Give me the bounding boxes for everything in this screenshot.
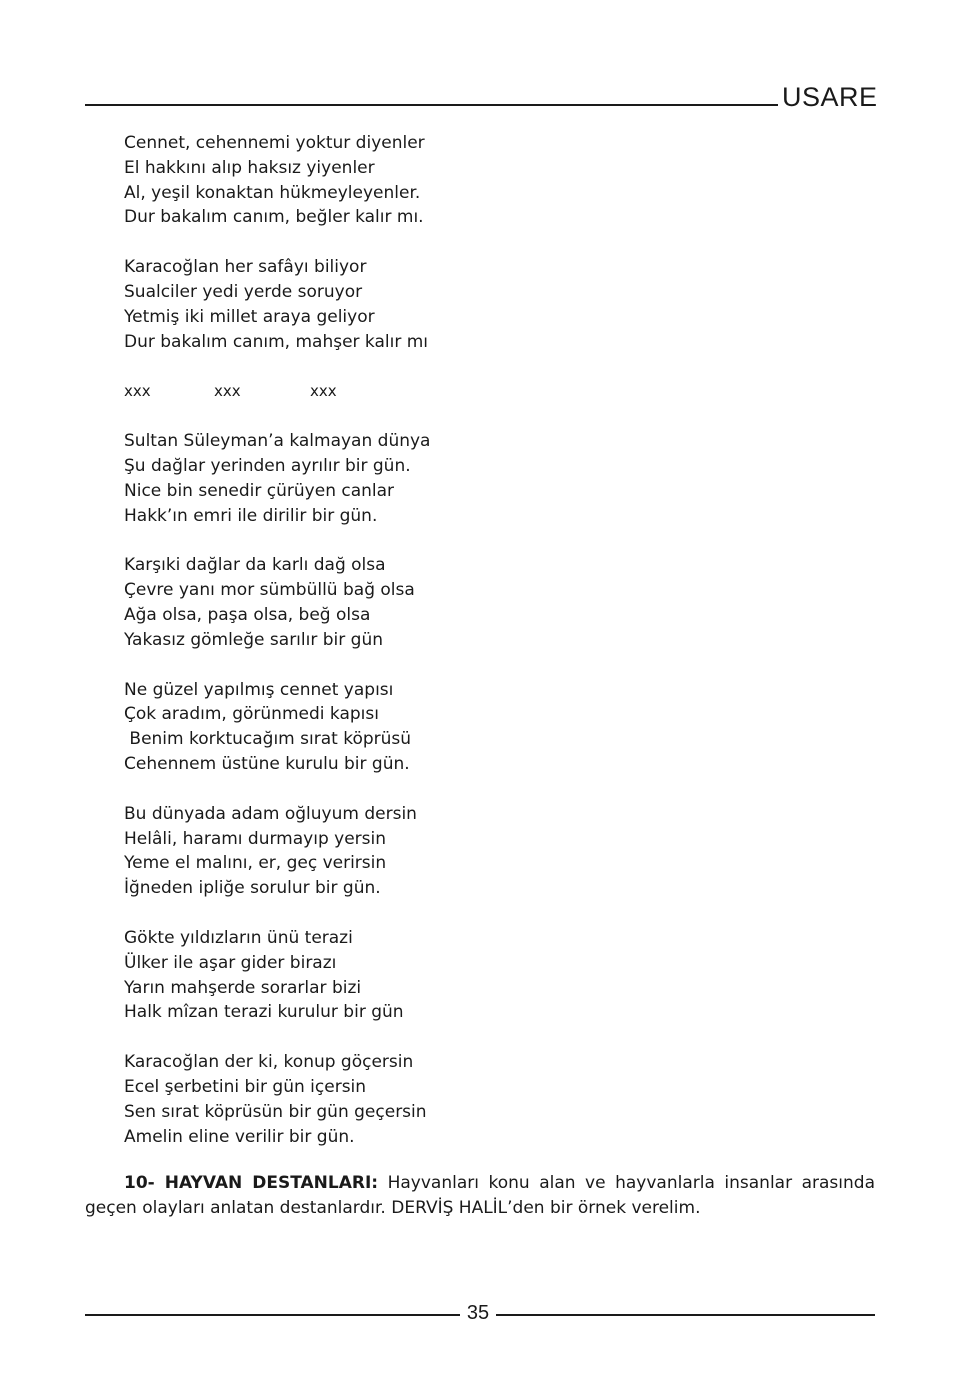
stanza-5 bbox=[124, 678, 824, 777]
stanza-6 bbox=[124, 802, 824, 901]
poem-line: Yeme el malını, er, geç verirsin bbox=[124, 853, 387, 874]
poem-line: Çok aradım, görünmedi kapısı bbox=[124, 704, 379, 725]
footer-rule-right bbox=[496, 1314, 875, 1316]
footer-rule-left bbox=[85, 1314, 460, 1316]
poem bbox=[124, 131, 824, 1174]
poem-line: Dur bakalım canım, mahşer kalır mı bbox=[124, 331, 429, 352]
separator-mark: xxx bbox=[214, 382, 241, 401]
poem-line: Yarın mahşerde sorarlar bizi bbox=[124, 977, 362, 998]
poem-line: Ecel şerbetini bir gün içersin bbox=[124, 1076, 367, 1097]
poem-line: Al, yeşil konaktan hükmeyleyenler. bbox=[124, 182, 421, 203]
poem-line: Cennet, cehennemi yoktur diyenler bbox=[124, 133, 425, 153]
poem-line: Yetmiş iki millet araya geliyor bbox=[124, 306, 375, 327]
poem-line: Halk mîzan terazi kurulur bir gün bbox=[124, 1002, 404, 1023]
poem-line: Hakk’ın emri ile dirilir bir gün. bbox=[124, 505, 378, 526]
poem-line: Gökte yıldızların ünü terazi bbox=[124, 927, 353, 948]
page-number: 35 bbox=[466, 1302, 490, 1324]
poem-line: Ağa olsa, paşa olsa, beğ olsa bbox=[124, 604, 371, 625]
poem-line: Dur bakalım canım, beğler kalır mı. bbox=[124, 207, 424, 228]
body-paragraph bbox=[85, 1171, 875, 1221]
poem-line: Yakasız gömleğe sarılır bir gün bbox=[124, 629, 383, 650]
poem-line: Helâli, haramı durmayıp yersin bbox=[124, 828, 386, 849]
stanza-1 bbox=[124, 131, 824, 230]
running-header-title: USARE bbox=[782, 82, 878, 112]
poem-line: Cehennem üstüne kurulu bir gün. bbox=[124, 753, 410, 774]
poem-line: Sultan Süleyman’a kalmayan dünya bbox=[124, 431, 431, 452]
poem-line: Amelin eline verilir bir gün. bbox=[124, 1126, 355, 1147]
poem-line: Bu dünyada adam oğluyum dersin bbox=[124, 803, 417, 824]
separator-mark: xxx bbox=[124, 382, 151, 401]
poem-line: Sualciler yedi yerde soruyor bbox=[124, 281, 363, 302]
poem-line: Şu dağlar yerinden ayrılır bir gün. bbox=[124, 455, 411, 476]
stanza-4 bbox=[124, 553, 824, 652]
section-separator bbox=[124, 379, 824, 404]
poem-line: Ülker ile aşar gider birazı bbox=[124, 952, 337, 973]
poem-line: Nice bin senedir çürüyen canlar bbox=[124, 480, 395, 501]
poem-line: El hakkını alıp haksız yiyenler bbox=[124, 157, 375, 178]
header-rule bbox=[85, 104, 778, 106]
poem-line: İğneden ipliğe sorulur bir gün. bbox=[124, 878, 381, 899]
paragraph-text: Hayvanları konu alan ve hayvanlarla insanlar arasında geçen olayları anlatan destanlardır. DERVİŞ HALİL’den bir örnek verelim. bbox=[85, 1173, 875, 1218]
stanza-2 bbox=[124, 255, 824, 354]
separator-mark: xxx bbox=[310, 382, 337, 401]
poem-line: Karacoğlan der ki, konup göçersin bbox=[124, 1052, 414, 1073]
poem-line: Karşıki dağlar da karlı dağ olsa bbox=[124, 555, 386, 576]
poem-line: Karacoğlan her safâyı biliyor bbox=[124, 257, 367, 278]
poem-line: Sen sırat köprüsün bir gün geçersin bbox=[124, 1101, 427, 1122]
poem-line: Çevre yanı mor sümbüllü bağ olsa bbox=[124, 580, 415, 601]
stanza-7 bbox=[124, 926, 824, 1025]
section-heading: 10- HAYVAN DESTANLARI: bbox=[124, 1173, 379, 1193]
stanza-3 bbox=[124, 429, 824, 528]
stanza-8 bbox=[124, 1050, 824, 1149]
poem-line: Ne güzel yapılmış cennet yapısı bbox=[124, 679, 394, 700]
poem-line: Benim korktucağım sırat köprüsü bbox=[124, 729, 412, 750]
